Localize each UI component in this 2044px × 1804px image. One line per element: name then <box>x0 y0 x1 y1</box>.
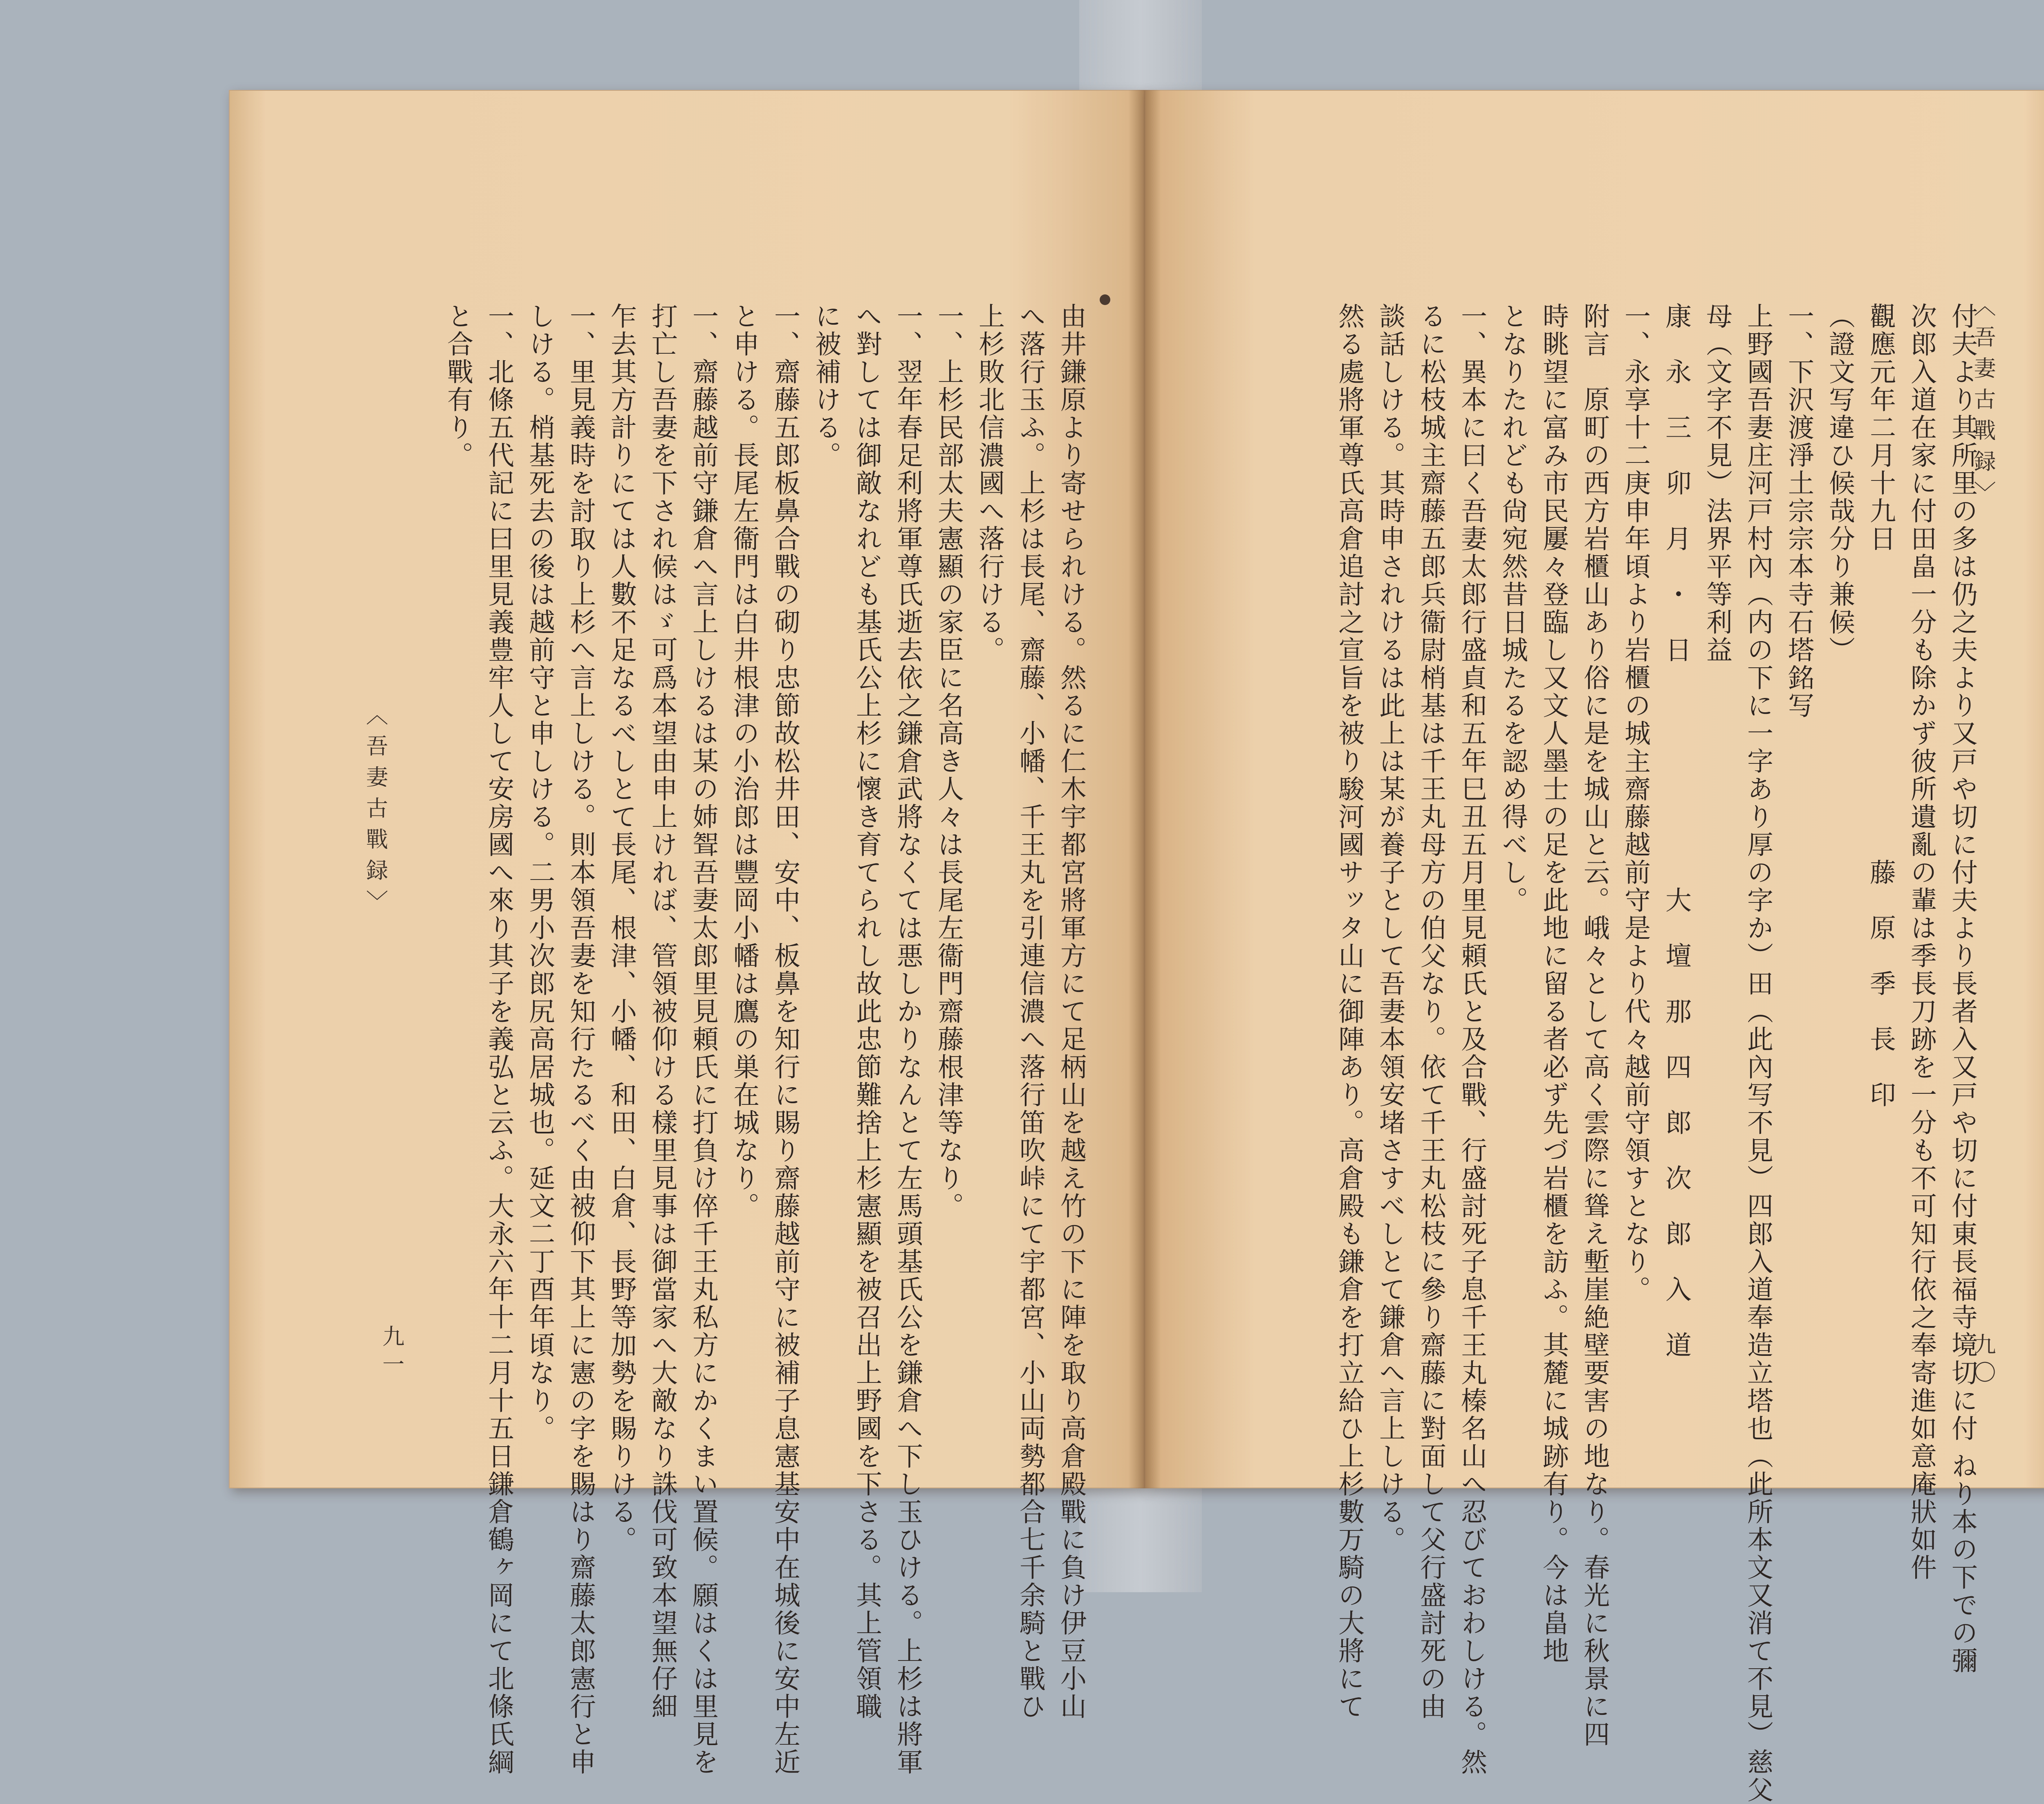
text-column: 時眺望に富み市民屢々登臨し又文人墨士の足を此地に留る者必ず先づ岩櫃を訪ふ。其麓に城跡有り。今は畠地 <box>1538 303 1569 1665</box>
right-page-number: 九〇 <box>1970 1333 1996 1389</box>
text-column: （證文写違ひ候哉分り兼候） <box>1824 303 1855 664</box>
text-column: 一、齋藤五郎板鼻合戰の砌り忠節故松井田、安中、板鼻を知行に賜り齋藤越前守に被補子息憲基安中在城後に安中左近 <box>770 303 800 1776</box>
text-column: へ落行玉ふ。上杉は長尾、齋藤、小幡、千王丸を引連信濃へ落行笛吹峠にて宇都宮、小山両勢都合七千余騎と戰ひ <box>1015 303 1045 1721</box>
text-column: 康 永 三 卯 月 ・ 日 大 壇 那 四 郎 次 郎 入 道 <box>1661 303 1691 1359</box>
text-column: 一、下沢渡淨土宗宗本寺石塔銘写 <box>1784 303 1814 720</box>
right-running-head: 〈吾妻古戰録〉 <box>1970 294 1996 512</box>
text-column: 母（文字不見）法界平等利益 <box>1702 303 1732 664</box>
text-column: るに松枝城主齋藤五郎兵衞尉梢基は千王丸母方の伯父なり。依て千王丸松枝に參り齋藤に對面して父行盛討死の由 <box>1416 303 1446 1721</box>
open-book <box>229 90 2044 1804</box>
text-column: 一、永享十二庚申年頃より岩櫃の城主齋藤越前守是より代々越前守領すとなり。 <box>1620 303 1650 1304</box>
text-column: 付夫より其所里の多は仍之夫より又戸や切に付夫より長者入又戸や切に付東長福寺境切に付 ねり本の下での彌 <box>1947 303 1977 1675</box>
right-page <box>1145 90 2044 1804</box>
text-column: と申ける。長尾左衞門は白井根津の小治郎は豐岡小幡は鷹の巣在城なり。 <box>729 303 759 1220</box>
text-column: 一、翌年春足利將軍尊氏逝去依之鎌倉武將なくては悪しかりなんとて左馬頭基氏公を鎌倉へ下し玉ひける。上杉は將軍 <box>892 303 923 1776</box>
right-text-body <box>1206 303 1983 1804</box>
text-column: 一、齋藤越前守鎌倉へ言上しけるは某の姉聟吾妻太郎里見頼氏に打負け倅千王丸私方にかくまい置候。願はくは里見を <box>688 303 718 1776</box>
text-column: となりたれども尙宛然昔日城たるを認め得べし。 <box>1497 303 1528 914</box>
text-column: 打亡し吾妻を下され候はゞ可爲本望由申上ければ、管領被仰ける樣里見事は御當家へ大敵なり誅伐可致本望無仔細 <box>647 303 677 1721</box>
text-column: 一、異本に曰く吾妻太郎行盛貞和五年巳丑五月里見頼氏と及合戰、行盛討死子息千王丸榛名山へ忍びておわしける。然 <box>1457 303 1487 1776</box>
text-column: しける。梢基死去の後は越前守と申しける。二男小次郎尻高居城也。延文二丁酉年頃なり。 <box>524 303 555 1443</box>
text-column: 次郎入道在家に付田畠一分も除かず彼所遺亂の輩は季長刀跡を一分も不可知行依之奉寄進如意庵狀如件 <box>1906 303 1936 1582</box>
text-column: へ對しては御敵なれども基氏公上杉に懷き育てられし故此忠節難捨上杉憲顯を被召出上野國を下さる。其上管領職 <box>852 303 882 1721</box>
text-column: 一、上杉民部太夫憲顯の家臣に名高き人々は長尾左衞門齋藤根津等なり。 <box>933 303 964 1220</box>
page-gutter <box>1128 90 1161 1488</box>
left-text-body <box>335 303 1091 1776</box>
text-column: と合戰有り。 <box>443 303 473 469</box>
text-column: 乍去其方計りにては人數不足なるべしとて長尾、根津、小幡、和田、白倉、長野等加勢を賜りける。 <box>606 303 637 1554</box>
text-column: 上野國吾妻庄河戸村內（内の下に一字あり厚の字か）田（此內写不見）四郎入道奉造立塔也（此所本文又消て不見）慈父 <box>1743 303 1773 1804</box>
text-column: に被補ける。 <box>811 303 841 469</box>
text-column: 一、里見義時を討取り上杉へ言上しける。則本領吾妻を知行たるべく由被仰下其上に憲の字を賜はり齋藤太郎憲行と申 <box>565 303 596 1776</box>
text-column: 然る處將軍尊氏高倉追討之宣旨を被り駿河國サッタ山に御陣あり。高倉殿も鎌倉を打立給ひ上杉數万騎の大將にて <box>1334 303 1364 1721</box>
left-page <box>229 90 1145 1776</box>
ink-dot <box>1100 294 1110 305</box>
text-column: 附言 原町の西方岩櫃山あり俗に是を城山と云。峨々として高く雲際に聳え塹崖絶壁要害の地なり。春光に秋景に四 <box>1579 303 1609 1748</box>
text-column: 觀應元年二月十九日 藤 原 季 長 印 <box>1865 303 1896 1109</box>
text-column: 由井鎌原より寄せられける。然るに仁木宇都宮將軍方にて足柄山を越え竹の下に陣を取り高倉殿戰に負け伊豆小山 <box>1056 303 1086 1721</box>
text-column: 上杉敗北信濃國へ落行ける。 <box>974 303 1004 664</box>
left-running-head: 〈吾妻古戰録〉 <box>363 703 388 921</box>
text-column: 一、北條五代記に曰里見義豊牢人して安房國へ來り其子を義弘と云ふ。大永六年十二月十五日鎌倉鶴ヶ岡にて北條氏綱 <box>484 303 514 1776</box>
left-page-number: 九一 <box>379 1325 405 1380</box>
text-column: 談話しける。其時申されけるは此上は某が養子として吾妻本領安堵さすべしとて鎌倉へ言上しける。 <box>1375 303 1405 1554</box>
